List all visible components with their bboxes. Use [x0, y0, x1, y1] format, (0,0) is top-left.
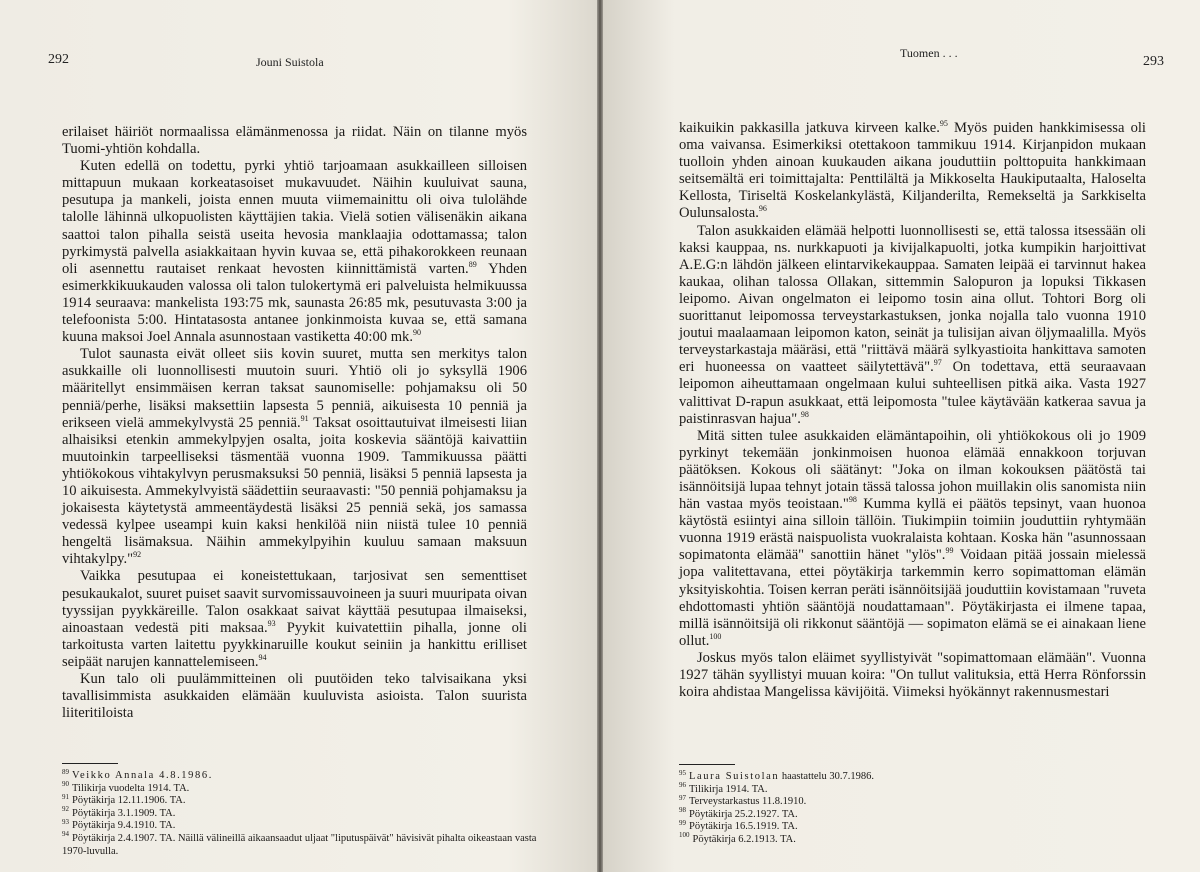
- paragraph: Talon asukkaiden elämää helpotti luonnollisesti se, että talossa itsessään oli kaksi kauppaa, ns. nurkkapuoti ja kivijalkapuolti, jotka kumpikin harjoittivat A.E.G:n lähdön jälkeen elintarvikekauppaa. Samaten leipää ei tarvinnut hakea kaukaa, olihan talossa Ollakan, sittemmin Salopuron ja lopuksi Tikkasen leipomo. Aivan ongelmaton ei leipomo tosin aina ollut. Tohtori Borg oli suorittanut leipomossa terveystarkastuksen, jonka nojalla talo vuonna 1910 joutui maalaamaan leipomon katon, seinät ja tulisijan aivan öljymaalilla. Myös terveystarkastaja määräsi, että "riittävä määrä sylkyastioita hankittava samoten eri huoneessa on vaatteet säilytettävä".$^{97}$ On todettava, että seuraavaan leipomon aiheuttamaan ongelmaan kului suhteellisen pitkä aika. Vasta 1927 valittivat D-rapun asukkaat, että leipomosta "tulee käytävään katkeraa savua ja paistinrasvan hajua".$^{98}$: [679, 222, 1146, 427]
- left-page: [0, 0, 597, 872]
- footnote: $^{94}$ Pöytäkirja 2.4.1907. TA. Näillä välineillä aikaansaadut uljaat "liputuspäivät" hävisivät pihalta oikeastaan vasta 1970-luvulla.: [62, 830, 537, 857]
- footnote: $^{92}$ Pöytäkirja 3.1.1909. TA.: [62, 805, 176, 819]
- paragraph: Joskus myös talon eläimet syyllistyivät "sopimattomaan elämään". Vuonna 1927 tähän syyllistyi muuan koira: "On tullut valituksia, että Herra Rönforssin koira ahdistaa Mangelissa kävijöitä. Viimeksi hyökännyt rakennusmestari: [679, 649, 1146, 701]
- footnote: $^{100}$ Pöytäkirja 6.2.1913. TA.: [679, 831, 796, 845]
- footnote: $^{90}$ Tilikirja vuodelta 1914. TA.: [62, 780, 190, 794]
- paragraph: Kun talo oli puulämmitteinen oli puutöiden teko talvisaikana yksi tavallisimmista asukkaiden elämään kuuluvista asioista. Talon suurista liiteritiloista: [62, 671, 527, 722]
- page-number-right: 293: [1143, 54, 1164, 69]
- footnote: $^{98}$ Pöytäkirja 25.2.1927. TA.: [679, 806, 798, 820]
- page-number-left: 292: [48, 52, 69, 67]
- footnote: $^{97}$ Terveystarkastus 11.8.1910.: [679, 793, 807, 808]
- footnote: $^{99}$ Pöytäkirja 16.5.1919. TA.: [679, 818, 798, 833]
- paragraph: Vaikka pesutupaa ei koneistettukaan, tarjosivat sen sementtiset pesukaukalot, suuret puiset saavit survomissauvoineen ja suuri muuripata oivan tyyssijan pyykkäreille. Talon osakkaat saivat käyttää pesutupaa ilmaiseksi, ainoastaan vedestä piti maksaa.$^{93}$ Pyykit kuivatettiin pihalla, jonne oli tarkoitusta varten laitettu pyykkinaruille koukut seiniin ja hankittu erilliset seipäät narujen kannattelemiseen.$^{94}$: [62, 568, 527, 670]
- paragraph: kaikuikin pakkasilla jatkuva kirveen kalke.$^{95}$ Myös puiden hankkimisessa oli oma vaivansa. Esimerkiksi otettakoon tammikuu 1914. Kirjanpidon mukaan tuolloin yhden ainoan kuukauden aikana jouduttiin polttopuita hankkimaan seitsemältä eri toimittajalta: Penttilältä ja Mikkoselta Haukiputaalta, Haloselta Kellosta, Tiriseltä Koskelankylästä, Kiljanderilta, Remekseltä ja Sarkkiselta Oulunsalosta.$^{96}$: [679, 119, 1146, 222]
- footnote-rule: [679, 764, 735, 765]
- paragraph: erilaiset häiriöt normaalissa elämänmenossa ja riidat. Näin on tilanne myös Tuomi-yhtiön kohdalla.: [62, 124, 527, 158]
- footnote-rule: [62, 763, 118, 764]
- left-body: [62, 124, 527, 722]
- paragraph: Kuten edellä on todettu, pyrki yhtiö tarjoamaan asukkailleen silloisen mittapuun mukaan korkeatasoiset mukavuudet. Näihin kuuluivat sauna, pesutupa ja mankeli, joista ennen muuta viimemainittu oli oiva tulolähde talolle lähinnä ulkopuolisten käyttäjien takia. Vielä sotien välisenäkin aikana saattoi talon pihalla seistä useita hevosia manklaajia odottamassa; talon pyrkimystä palvella asiakkaitaan hyvin kuvaa se, että pihakorokkeen reunaan oli asennettu rautaiset renkaat hevosten kiinnittämistä varten.$^{89}$ Yhden esimerkkikuukauden valossa oli talon tulokertymä eri palveluista helmikuussa 1914 seuraava: mankelista 193:75 mk, saunasta 26:85 mk, pesutuvasta 3:00 ja telefoonista 5:00. Hintatasosta antanee jonkinmoista kuvaa se, että samana kuuna maksoi Joel Annala asunnostaan vastiketta 40:00 mk.$^{90}$: [62, 158, 527, 346]
- footnotes-left: [62, 767, 562, 858]
- running-head-right: Tuomen . . .: [900, 46, 958, 60]
- footnote: $^{95}$ Laura Suistolan haastattelu 30.7.1986.: [679, 768, 874, 782]
- paragraph: Mitä sitten tulee asukkaiden elämäntapoihin, oli yhtiökokous oli jo 1909 pyrkinyt tekemään jonkinmoisen huonoa elämää ennakkoon torjuvan päätöksen. Kokous oli säätänyt: "Joka on ilman kokouksen päätöstä tai isännöitsijä lupaa tehnyt jotain tässä talossa johon muillakin olis sanomista niin hän vastaa myös teoistaan."$^{98}$ Kumma kyllä ei päätös tepsinyt, vaan huonoa käytöstä esiintyi aina silloin tällöin. Tiukimpiin toimiin jouduttiin ryhtymään vuonna 1919 erästä naispuolista vuokralaista kohtaan. Koska hän "asunnossaan sopimatonta elämää" sanottiin hänet "ylös".$^{99}$ Voidaan pitää jossain mielessä jopa valitettavana, ettei pöytäkirja tarkemmin kerro sopimattoman elämän yksityiskohtia. Toisen kerran peräti isännöitsijää jouduttiin kovistamaan "ruveta ehdottomasti yhtiön sääntöjä noudattamaan". Pöytäkirjasta ei ilmene tapaa, millä isännöitsijä oli rikkonut sääntöjä — sopimaton elämä se ei ainakaan liene ollut.$^{100}$: [679, 427, 1146, 649]
- footnote: $^{96}$ Tilikirja 1914. TA.: [679, 781, 768, 795]
- footnote: $^{91}$ Pöytäkirja 12.11.1906. TA.: [62, 792, 186, 807]
- running-head-left: Jouni Suistola: [256, 55, 324, 69]
- right-page: [603, 0, 1200, 872]
- right-body: [679, 120, 1146, 701]
- footnote: $^{93}$ Pöytäkirja 9.4.1910. TA.: [62, 817, 176, 832]
- paragraph: Tulot saunasta eivät olleet siis kovin suuret, mutta sen merkitys talon asukkaille oli luonnollisesti muutoin suuri. Yhtiö oli jo syksyllä 1906 määritellyt ensimmäisen kerran taksat saunomiselle: pohjamaksu oli 50 penniä/perhe, lisäksi maksettiin lapsesta 5 penniä, aikuisesta 10 penniä ja erikseen vielä ammekylvystä 25 penniä.$^{91}$ Taksat osoittautuivat ilmeisesti liian alhaisiksi etenkin ammekylpyjen osalta, joita koskevia sääntöjä kaivattiin muutoinkin tarpeelliseksi täsmentää vuonna 1909. Tammikuussa päätti yhtiökokous vihtakylvyn perusmaksuksi 50 penniä, lisäksi 5 penniä lapsesta ja 10 aikuisesta. Ammekylvyistä säädettiin seuraavasti: "50 penniä pohjamaksu ja jokaisesta käytetystä ammeentäydestä lisäksi 25 penniä sekä, jos samassa vedessä kylpee useampi kuin kaksi henkilöä niin niistä tulee 10 penniä hengeltä lisämaksua. Näihin ammekylpyihin kuuluu samaan maksuun vihtakylpy."$^{92}$: [62, 346, 527, 568]
- footnote: $^{89}$ Veikko Annala 4.8.1986.: [62, 767, 213, 781]
- footnotes-right: [679, 768, 1149, 847]
